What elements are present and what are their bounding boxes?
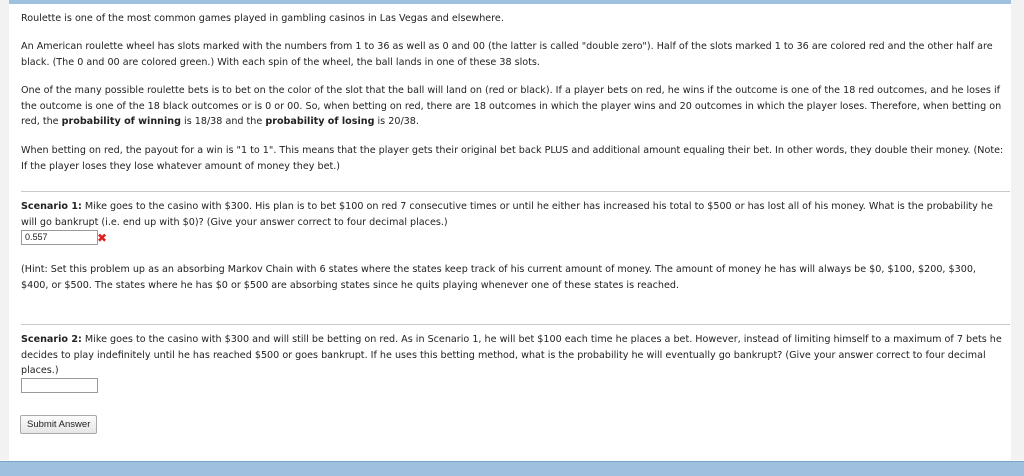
scenario-2-question: Scenario 2: Mike goes to the casino with $300 and will still be betting on red. As in Scenario 1, he will bet $100 each time he places a bet. However, instead of limiting himself to a maximum of 7 bets he decides to play indefinitely until he has reached $500 or goes bankrupt. If he uses this betting method, what is the probability he will eventually go bankrupt? (Give your answer correct to four decimal places.)	[21, 334, 1002, 376]
bottom-frame-bar	[0, 461, 1024, 476]
wheel-description: An American roulette wheel has slots marked with the numbers from 1 to 36 as well as 0 and 00 (the latter is called "double zero"). Half of the slots marked 1 to 36 are colored red and the other half are black. (The 0 and 00 are colored green.) With each spin of the wheel, the ball lands in one of these 38 slots.	[21, 41, 993, 68]
betting-explanation: One of the many possible roulette bets is to bet on the color of the slot that the ball will land on (red or black). If a player bets on red, he wins if the outcome is one of the 18 red outcomes, and he loses if the outcome is one of the 18 black outcomes or is 0 or 00. So, when betting on red, there are 18 outcomes in which the player wins and 20 outcomes in which the player loses. Therefore, when betting on red, the probability of winning is 18/38 and the probability of losing is 20/38.	[21, 85, 1002, 127]
incorrect-x-icon: ✖	[97, 231, 108, 245]
intro-text: Roulette is one of the most common games played in gambling casinos in Las Vegas and elsewhere.	[21, 13, 504, 24]
divider	[21, 324, 1010, 325]
right-margin	[1011, 0, 1024, 460]
payout-explanation: When betting on red, the payout for a win is "1 to 1". This means that the player gets their original bet back PLUS and additional amount equaling their bet. In other words, they double their money. (Note: If the player loses they lose whatever amount of money they bet.)	[21, 145, 1004, 172]
hint-text: (Hint: Set this problem up as an absorbing Markov Chain with 6 states where the states keep track of his current amount of money. The amount of money he has will always be $0, $100, $200, $300, $400, or $500. The states where he has $0 or $500 are absorbing states since he quits playing whenever one of these states is reached.	[21, 264, 976, 291]
left-margin	[0, 0, 9, 460]
divider	[21, 191, 1010, 192]
scenario-1-question: Scenario 1: Mike goes to the casino with $300. His plan is to bet $100 on red 7 consecutive times or until he either has increased his total to $500 or has lost all of his money. What is the probability he will go bankrupt (i.e. end up with $0)? (Give your answer correct to four decimal places.)	[21, 201, 993, 228]
submit-answer-button[interactable]: Submit Answer	[20, 415, 97, 434]
scenario-2-answer-field[interactable]	[21, 378, 98, 393]
scenario-1-answer-field[interactable]: 0.557	[21, 230, 98, 245]
problem-panel	[10, 4, 1011, 461]
